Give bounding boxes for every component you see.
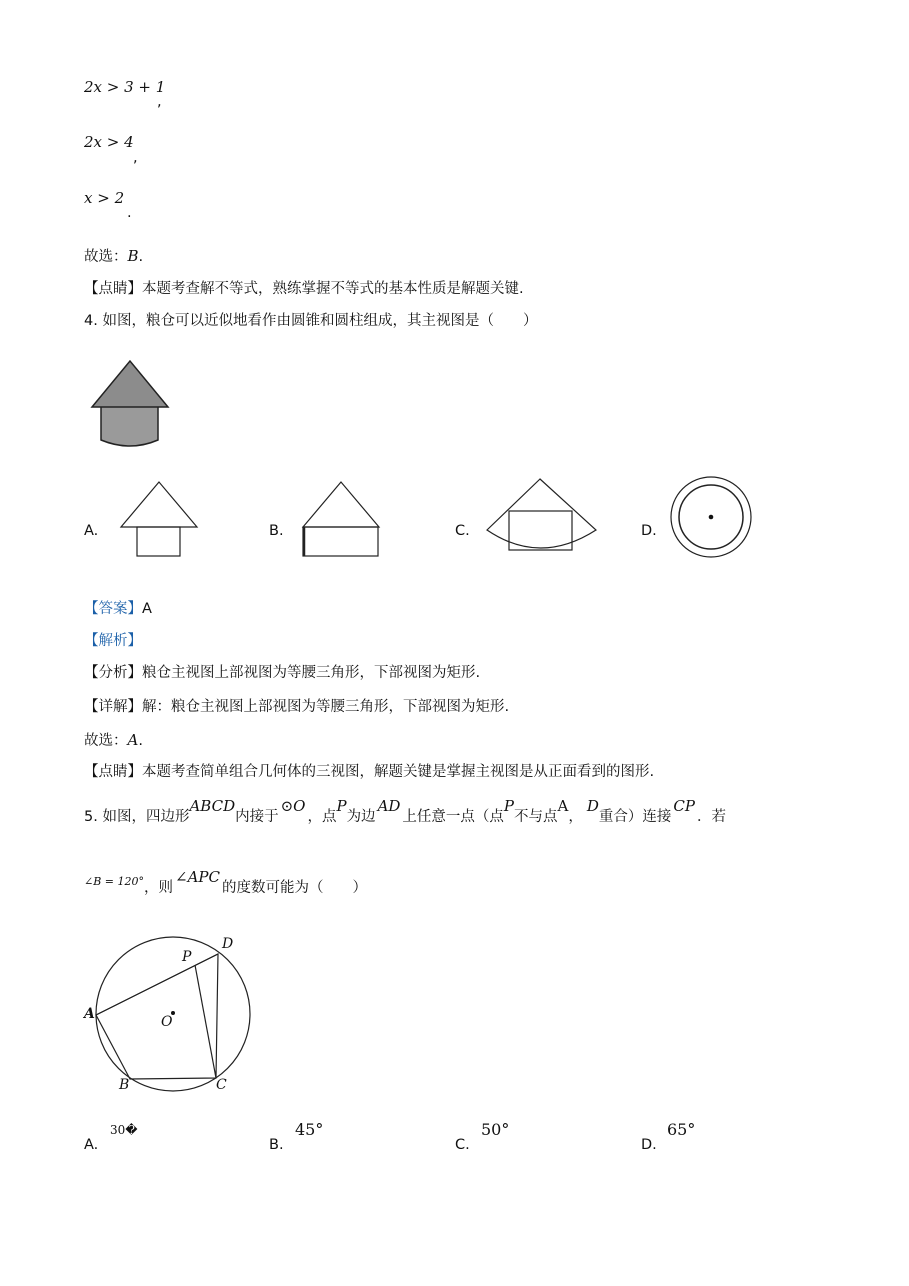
inequality-step-2: 2x > 4 (84, 133, 134, 151)
q5-option-d-label: D. (641, 1137, 657, 1153)
q5-angle-b: ∠B = 120° (84, 875, 145, 888)
q5-option-d-value: 65° (667, 1120, 696, 1139)
q4-answer-value: A (142, 601, 152, 617)
q3-choose-label: 故选： (84, 249, 128, 265)
q5-option-c-value: 50° (481, 1120, 510, 1139)
q5-option-a-value: 30� (110, 1123, 138, 1137)
q4-fenxi: 【分析】粮仓主视图上部视图为等腰三角形，下部视图为矩形. (84, 665, 481, 681)
fig-label-a: A (84, 1006, 95, 1022)
q5-text-2: 内接于 (235, 809, 279, 825)
quadrilateral-abcd (96, 954, 218, 1079)
q5-text-3: ，点 (307, 809, 337, 825)
q4-option-c-label: C. (455, 523, 470, 539)
q5-text-6: 不与点 (514, 809, 558, 825)
fig-label-o: O (161, 1014, 173, 1030)
q4-comment: 【点睛】本题考查简单组合几何体的三视图，解题关键是掌握主视图是从正面看到的图形. (84, 764, 655, 780)
q5-text-5: 上任意一点（点 (402, 809, 504, 825)
q5-text-8: 重合）连接 (598, 809, 672, 825)
q5-option-b-label: B. (269, 1137, 284, 1153)
q4-choose-label: 故选： (84, 733, 128, 749)
q5-text-11: 的度数可能为（ ） (222, 880, 367, 896)
q4-answer-tag: 【答案】 (84, 601, 142, 617)
q5-text-4: 为边 (346, 809, 376, 825)
q5-option-c-label: C. (455, 1137, 470, 1153)
q5-point-p-1: P (336, 797, 347, 815)
q4-option-d-label: D. (641, 523, 657, 539)
fig-label-p: P (182, 949, 192, 965)
fig-label-b: B (119, 1077, 130, 1093)
q3-choose-value: B (127, 247, 139, 265)
inequality-step-2-punct: , (133, 150, 138, 166)
q4-choose-value: A (127, 731, 139, 749)
q5-text-1: 5. 如图，四边形 (84, 809, 190, 825)
q5-angle-apc: ∠APC (175, 868, 220, 886)
fig-label-c: C (216, 1077, 227, 1093)
q5-side-ad: AD (377, 797, 401, 815)
q4-option-a-label: A. (84, 523, 99, 539)
q5-option-a-label: A. (84, 1137, 99, 1153)
fig-label-d: D (222, 936, 234, 952)
q3-comment: 【点睛】本题考查解不等式，熟练掌握不等式的基本性质是解题关键. (84, 281, 524, 297)
q5-text-10: ，则 (144, 880, 174, 896)
q4-analysis-tag: 【解析】 (84, 633, 142, 649)
segment-cp (195, 965, 216, 1078)
inequality-step-1: 2x > 3 + 1 (84, 78, 166, 96)
q3-choose-end: . (138, 249, 144, 265)
q5-option-b-value: 45° (295, 1120, 324, 1139)
q5-point-d: D (586, 797, 599, 815)
q4-stem: 4. 如图，粮仓可以近似地看作由圆锥和圆柱组成，其主视图是（ ） (84, 313, 538, 329)
q5-circle-o: ⊙O (280, 797, 306, 815)
q4-choose-end: . (138, 733, 143, 749)
q5-point-a: A (557, 797, 569, 815)
q5-segment-cp: CP (673, 797, 695, 815)
q5-quad-abcd: ABCD (189, 797, 236, 815)
q4-option-b-label: B. (269, 523, 284, 539)
q4-xiangjie: 【详解】解：粮仓主视图上部视图为等腰三角形，下部视图为矩形. (84, 699, 510, 715)
inequality-step-3-punct: . (127, 205, 132, 221)
q5-point-p-2: P (503, 797, 515, 815)
inequality-step-3: x > 2 (84, 189, 125, 207)
q5-text-9: ．若 (696, 809, 726, 825)
inequality-step-1-punct: , (157, 94, 162, 110)
q5-text-7: ， (568, 809, 583, 825)
